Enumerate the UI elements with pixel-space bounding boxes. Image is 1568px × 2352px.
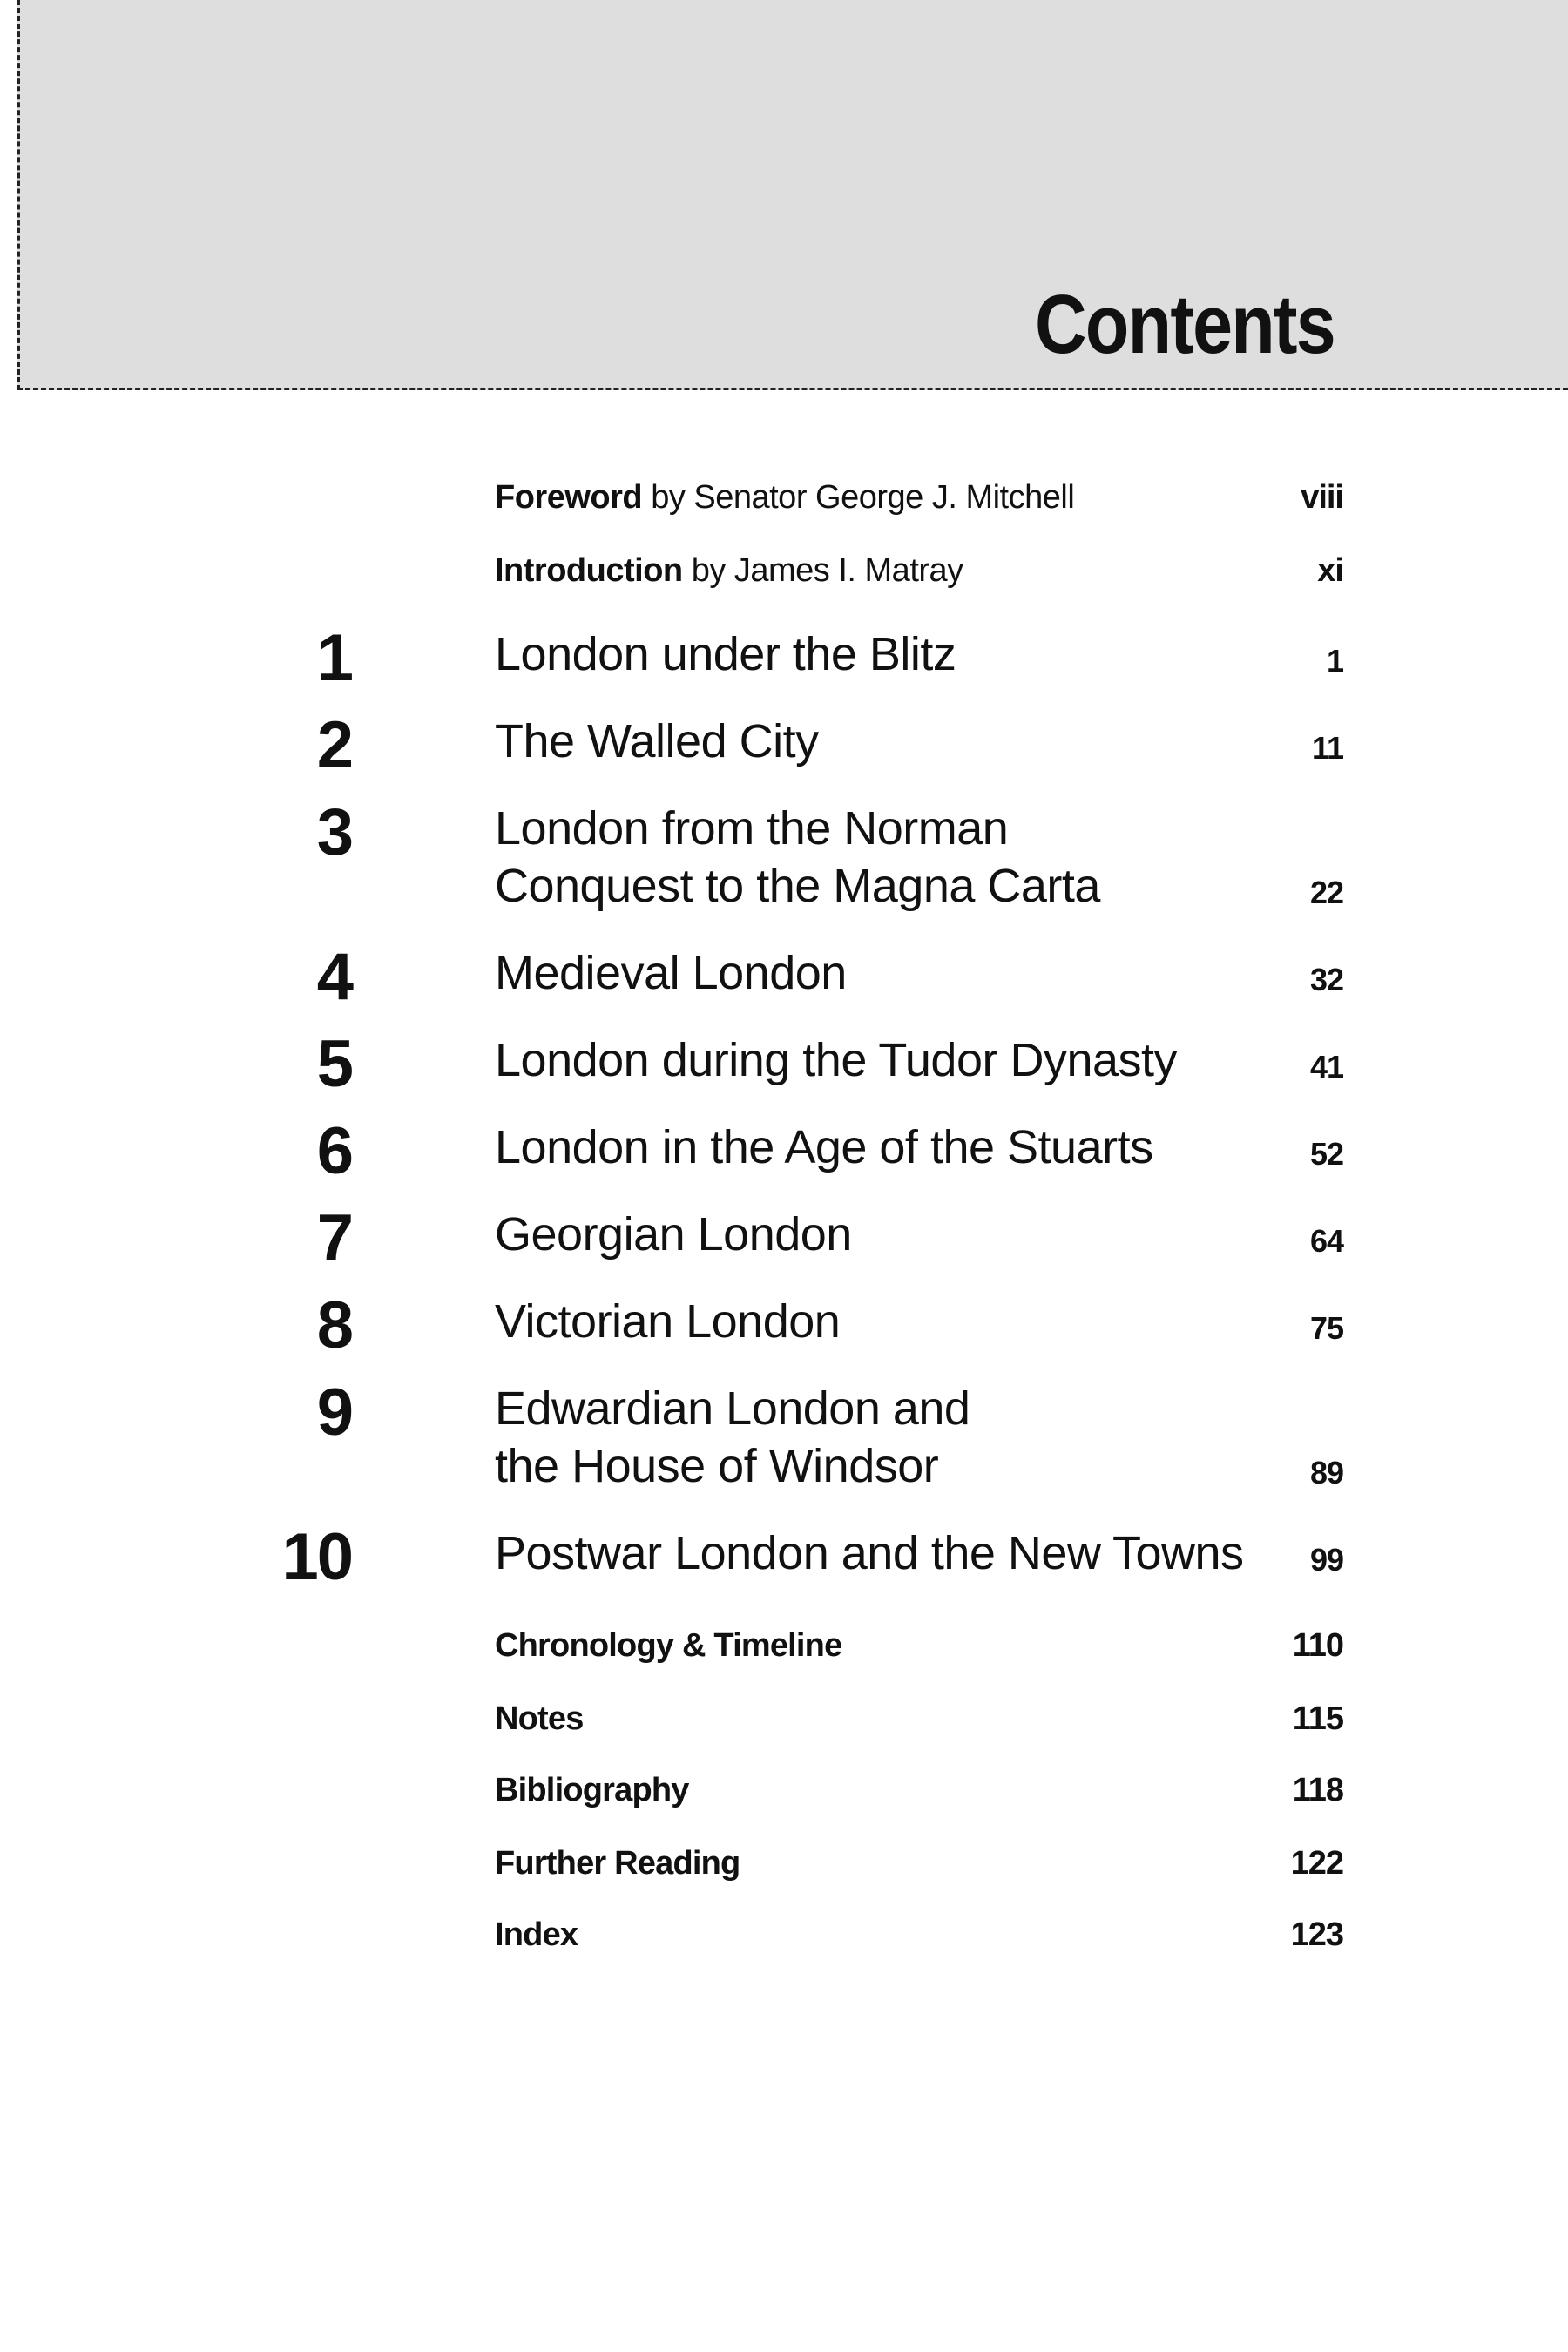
chapter-page: 64 xyxy=(1309,1223,1343,1259)
chapter-page: 1 xyxy=(1326,643,1343,679)
chapter-title: Georgian London xyxy=(495,1208,852,1260)
chapter-page: 99 xyxy=(1309,1542,1343,1578)
chapter-title: London during the Tudor Dynasty xyxy=(495,1034,1178,1086)
entry-page: xi xyxy=(1317,552,1343,589)
entry-label: Foreword xyxy=(495,479,643,516)
chapter-title: The Walled City xyxy=(495,715,819,767)
chapter-number: 7 xyxy=(316,1201,352,1275)
chapter-title: Medieval London xyxy=(495,947,847,999)
entry-label: Introduction xyxy=(495,552,683,589)
chapter-page: 22 xyxy=(1309,875,1343,910)
chapter-title: Victorian London xyxy=(495,1295,841,1348)
entry-label: Index xyxy=(495,1916,578,1953)
chapter-number: 1 xyxy=(316,621,352,695)
chapter-number: 9 xyxy=(316,1375,352,1450)
chapter-number: 5 xyxy=(316,1027,352,1101)
chapter-number: 2 xyxy=(316,708,352,782)
chapter-page: 32 xyxy=(1309,962,1343,997)
chapter-page: 75 xyxy=(1309,1310,1343,1346)
chapter-title: London under the Blitz xyxy=(495,628,956,680)
entry-page: viii xyxy=(1301,479,1343,516)
chapter-number: 4 xyxy=(316,940,352,1014)
chapter-title: Postwar London and the New Towns xyxy=(495,1527,1244,1579)
entry-page: 122 xyxy=(1290,1845,1343,1882)
entry-page: 123 xyxy=(1290,1916,1343,1953)
entry-byline: by James I. Matray xyxy=(691,552,963,589)
chapter-page: 11 xyxy=(1311,730,1343,766)
entry-label: Bibliography xyxy=(495,1772,689,1808)
entry-page: 115 xyxy=(1292,1700,1343,1737)
chapter-title: Edwardian London and the House of Windsor xyxy=(495,1382,970,1492)
entry-page: 118 xyxy=(1292,1772,1343,1808)
chapter-page: 89 xyxy=(1309,1455,1343,1490)
chapter-number: 3 xyxy=(316,795,352,869)
header-band xyxy=(17,0,1568,390)
chapter-number: 6 xyxy=(316,1114,352,1188)
chapter-title: London in the Age of the Stuarts xyxy=(495,1121,1153,1173)
chapter-page: 52 xyxy=(1309,1136,1343,1172)
chapter-number: 8 xyxy=(316,1288,352,1362)
entry-label: Chronology & Timeline xyxy=(495,1627,842,1664)
entry-label: Notes xyxy=(495,1700,584,1737)
page-title: Contents xyxy=(1035,278,1335,371)
chapter-number: 10 xyxy=(281,1520,352,1594)
entry-label: Further Reading xyxy=(495,1845,740,1882)
chapter-page: 41 xyxy=(1309,1049,1343,1085)
chapter-title: London from the Norman Conquest to the Magna Carta xyxy=(495,802,1100,912)
entry-byline: by Senator George J. Mitchell xyxy=(651,479,1075,516)
entry-page: 110 xyxy=(1292,1627,1343,1664)
